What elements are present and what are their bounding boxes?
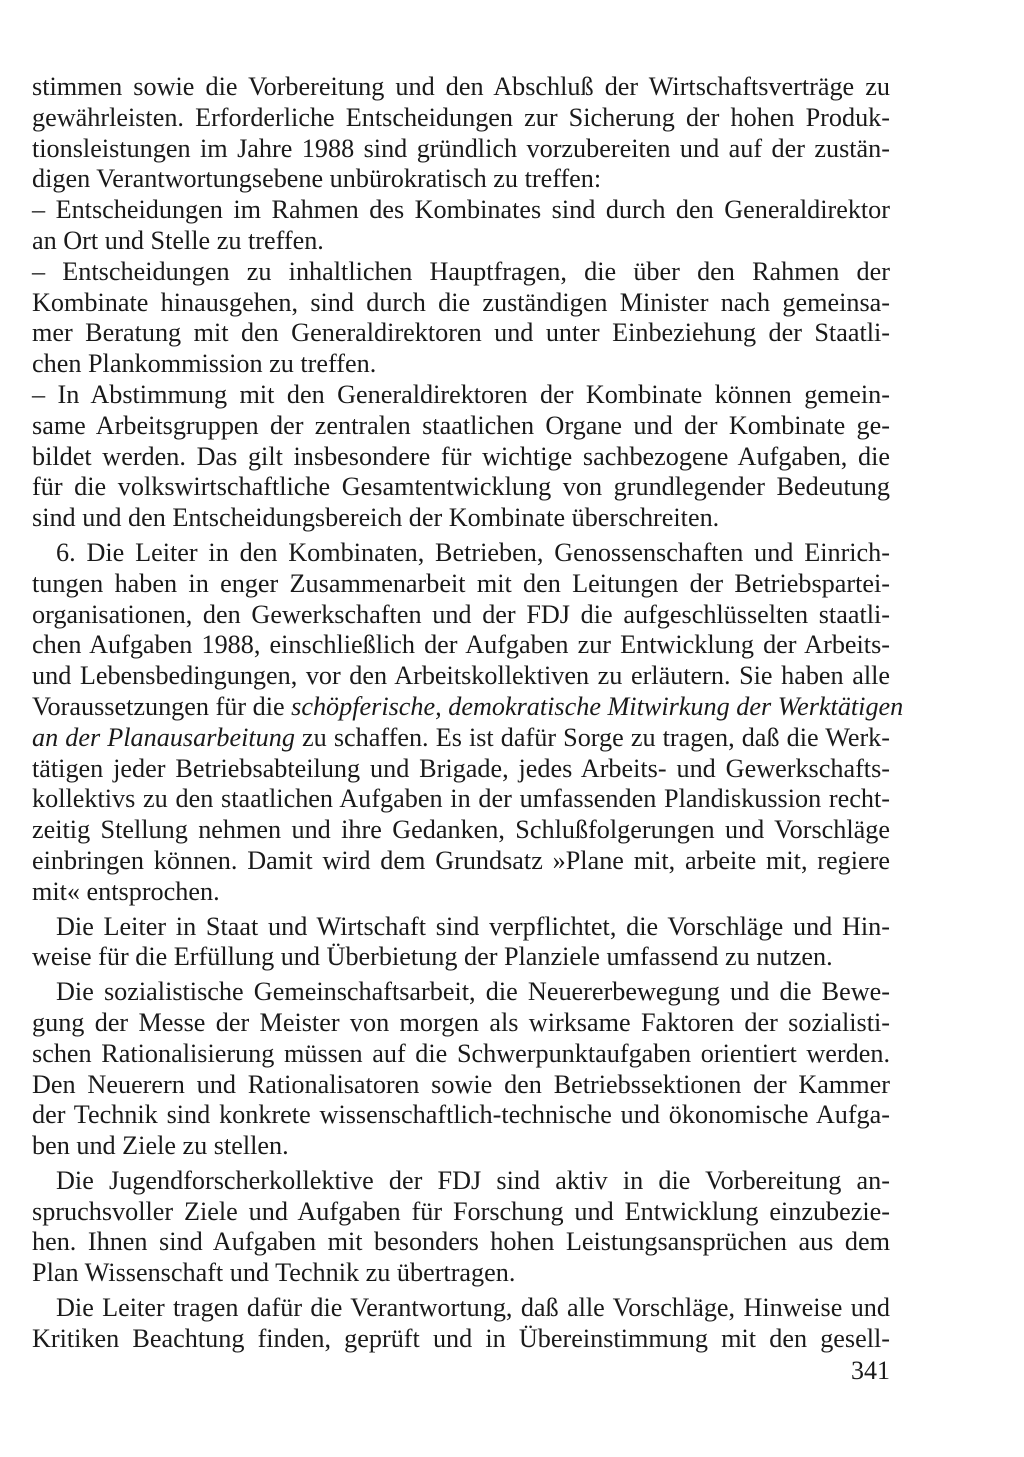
text-line bbox=[32, 754, 890, 785]
text-line bbox=[32, 912, 890, 943]
text-run: gung der Messe der Meister von morgen als wirksame Faktoren der sozialisti- bbox=[32, 1007, 890, 1037]
text-line bbox=[32, 442, 890, 473]
text-line bbox=[32, 1166, 890, 1197]
text-line bbox=[32, 226, 890, 257]
text-run: und Lebensbedingungen, vor den Arbeitskollektiven zu erläutern. Sie haben alle bbox=[32, 661, 890, 691]
text-line bbox=[32, 569, 890, 600]
text-run: Die Leiter in Staat und Wirtschaft sind verpflichtet, die Vorschläge und Hin- bbox=[56, 911, 890, 941]
text-run: Plan Wissenschaft und Technik zu übertragen. bbox=[32, 1258, 516, 1288]
text-run: gewährleisten. Erforderliche Entscheidungen zur Sicherung der hohen Produk- bbox=[32, 102, 890, 132]
text-line bbox=[32, 257, 890, 288]
text-run: chen Aufgaben 1988, einschließlich der Aufgaben zur Entwicklung der Arbeits- bbox=[32, 630, 890, 660]
text-line bbox=[32, 815, 890, 846]
text-run: mer Beratung mit den Generaldirektoren und unter Einbeziehung der Staatli- bbox=[32, 318, 890, 348]
text-run: einbringen können. Damit wird dem Grundsatz »Plane mit, arbeite mit, regiere bbox=[32, 845, 890, 875]
text-run: Kombinate hinausgehen, sind durch die zuständigen Minister nach gemeinsa- bbox=[32, 287, 890, 317]
text-run: mit« entsprochen. bbox=[32, 876, 220, 906]
text-line bbox=[32, 195, 890, 226]
text-line bbox=[32, 784, 890, 815]
text-run: schen Rationalisierung müssen auf die Schwerpunktaufgaben orientiert werden. bbox=[32, 1038, 890, 1068]
text-line bbox=[32, 1039, 890, 1070]
text-run: Die sozialistische Gemeinschaftsarbeit, die Neuererbewegung und die Bewe- bbox=[56, 977, 890, 1007]
text-run: 6. Die Leiter in den Kombinaten, Betrieben, Genossenschaften und Einrich- bbox=[56, 537, 890, 567]
text-run: stimmen sowie die Vorbereitung und den Abschluß der Wirtschaftsverträge zu bbox=[32, 72, 890, 101]
text-run: hen. Ihnen sind Aufgaben mit besonders hohen Leistungsansprüchen aus dem bbox=[32, 1227, 890, 1257]
text-run: Voraussetzungen für die bbox=[32, 691, 292, 721]
text-line bbox=[32, 503, 890, 534]
text-run: digen Verantwortungsebene unbürokratisch zu treffen: bbox=[32, 164, 602, 194]
text-run: Den Neuerern und Rationalisatoren sowie den Betriebssektionen der Kammer bbox=[32, 1069, 890, 1099]
text-run: tätigen jeder Betriebsabteilung und Brigade, jedes Arbeits- und Gewerkschafts- bbox=[32, 753, 890, 783]
text-line bbox=[32, 691, 904, 723]
text-line bbox=[32, 1131, 890, 1162]
text-run: für die volkswirtschaftliche Gesamtentwicklung von grundlegender Bedeutung bbox=[32, 472, 890, 502]
text-line bbox=[32, 846, 890, 877]
text-run: an Ort und Stelle zu treffen. bbox=[32, 225, 324, 255]
body-text bbox=[32, 72, 904, 1355]
text-line bbox=[32, 288, 890, 319]
text-run: organisationen, den Gewerkschaften und der FDJ die aufgeschlüsselten staatli- bbox=[32, 599, 890, 629]
text-line bbox=[32, 318, 890, 349]
text-line bbox=[32, 380, 890, 411]
text-line bbox=[32, 723, 890, 754]
text-run: ben und Ziele zu stellen. bbox=[32, 1131, 289, 1161]
text-run: – Entscheidungen im Rahmen des Kombinates sind durch den Generaldirektor bbox=[32, 195, 890, 225]
text-line bbox=[32, 1008, 890, 1039]
text-line bbox=[32, 134, 890, 165]
text-line bbox=[32, 600, 890, 631]
text-line bbox=[32, 877, 890, 908]
text-line bbox=[32, 349, 890, 380]
text-run: – In Abstimmung mit den Generaldirektoren der Kombinate können gemein- bbox=[32, 379, 890, 409]
text-line bbox=[32, 1293, 890, 1324]
text-line bbox=[32, 538, 890, 569]
text-run: weise für die Erfüllung und Überbietung der Planziele umfassend zu nutzen. bbox=[32, 942, 833, 972]
page-number: 341 bbox=[851, 1356, 890, 1385]
text-run: tungen haben in enger Zusammenarbeit mit den Leitungen der Betriebspartei- bbox=[32, 568, 890, 598]
text-line bbox=[32, 1070, 890, 1101]
text-run: bildet werden. Das gilt insbesondere für wichtige sachbezogene Aufgaben, die bbox=[32, 441, 890, 471]
text-run: der Technik sind konkrete wissenschaftlich-technische und ökonomische Aufga- bbox=[32, 1100, 890, 1130]
text-line bbox=[32, 661, 890, 692]
text-line bbox=[32, 1258, 890, 1289]
text-run: – Entscheidungen zu inhaltlichen Hauptfragen, die über den Rahmen der bbox=[32, 256, 890, 286]
text-run: Die Leiter tragen dafür die Verantwortung, daß alle Vorschläge, Hinweise und bbox=[56, 1293, 890, 1323]
text-line bbox=[32, 103, 890, 134]
text-line bbox=[32, 1197, 890, 1228]
text-run: spruchsvoller Ziele und Aufgaben für Forschung und Entwicklung einzubezie- bbox=[32, 1196, 890, 1226]
text-run: zu schaffen. Es ist dafür Sorge zu tragen, daß die Werk- bbox=[294, 722, 890, 752]
text-run: Die Jugendforscherkollektive der FDJ sind aktiv in die Vorbereitung an- bbox=[56, 1165, 890, 1195]
text-line bbox=[32, 164, 890, 195]
text-line bbox=[32, 977, 890, 1008]
text-line bbox=[32, 630, 890, 661]
text-line bbox=[32, 1100, 890, 1131]
text-run: kollektivs zu den staatlichen Aufgaben in der umfassenden Plandiskussion recht- bbox=[32, 784, 890, 814]
text-line bbox=[32, 1227, 890, 1258]
italic-emphasis: an der Planausarbeitung bbox=[32, 722, 295, 752]
text-line bbox=[32, 72, 890, 103]
text-run: tionsleistungen im Jahre 1988 sind gründlich vorzubereiten und auf der zustän- bbox=[32, 133, 890, 163]
text-run: zeitig Stellung nehmen und ihre Gedanken, Schlußfolgerungen und Vorschläge bbox=[32, 815, 890, 845]
text-run: same Arbeitsgruppen der zentralen staatlichen Organe und der Kombinate ge- bbox=[32, 410, 890, 440]
italic-emphasis: schöpferische, demokratische Mitwirkung der Werktätigen bbox=[291, 691, 904, 721]
text-run: sind und den Entscheidungsbereich der Kombinate überschreiten. bbox=[32, 503, 720, 533]
text-line bbox=[32, 942, 890, 973]
text-line bbox=[32, 472, 890, 503]
text-run: chen Plankommission zu treffen. bbox=[32, 349, 377, 379]
text-line bbox=[32, 411, 890, 442]
text-run: Kritiken Beachtung finden, geprüft und in Übereinstimmung mit den gesell- bbox=[32, 1323, 890, 1353]
text-line bbox=[32, 1324, 890, 1355]
